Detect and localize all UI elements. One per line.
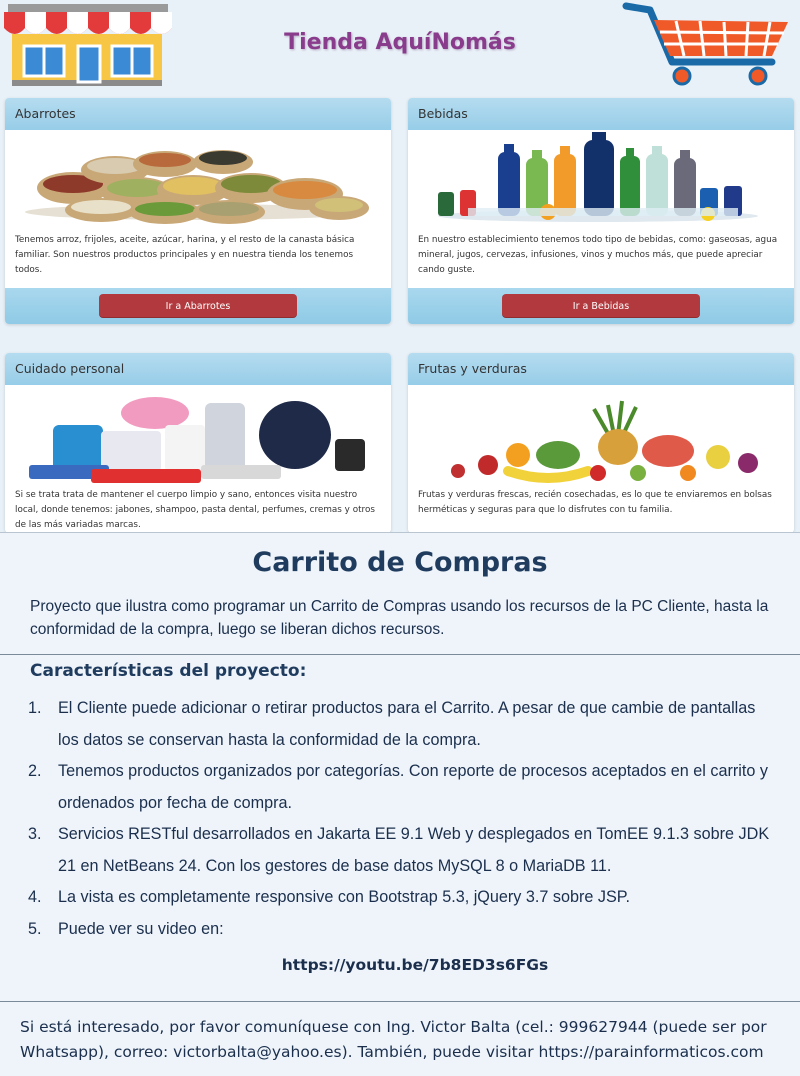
card-footer	[408, 288, 794, 324]
divider	[0, 1001, 800, 1002]
card-title: Bebidas	[408, 98, 794, 130]
card-footer	[5, 288, 391, 324]
grains-sacks-image	[5, 130, 391, 230]
go-abarrotes-button[interactable]: Ir a Abarrotes	[99, 294, 297, 318]
list-number: 2.	[28, 762, 42, 780]
contact-info: Si está interesado, por favor comuníquese con Ing. Victor Balta (cel.: 999627944 (puede ser por Whatsapp), correo: victorbalta@yahoo.es). También, puede visitar https://parainformaticos.com	[20, 1018, 767, 1061]
card-description: Si se trata trata de mantener el cuerpo limpio y sano, entonces visita nuestro local, donde tenemos: jabones, shampoo, pasta dental, perfumes, cremas y otros de las más variadas marcas.	[15, 490, 375, 530]
list-item	[28, 819, 776, 882]
go-bebidas-button[interactable]: Ir a Bebidas	[502, 294, 700, 318]
list-text: Puede ver su video en:	[58, 919, 224, 938]
list-number: 4.	[28, 888, 42, 906]
list-number: 5.	[28, 919, 42, 938]
card-description: En nuestro establecimiento tenemos todo tipo de bebidas, como: gaseosas, agua mineral, jugos, cervezas, infusiones, vinos y muchos más, que puede apreciar cando guste.	[418, 235, 778, 275]
card-title: Abarrotes	[5, 98, 391, 130]
video-link[interactable]: https://youtu.be/7b8ED3s6FGs	[281, 956, 549, 974]
list-item	[28, 914, 776, 946]
features-list	[28, 693, 776, 945]
list-item	[28, 756, 776, 819]
list-number: 3.	[28, 825, 42, 843]
list-text: Tenemos productos organizados por categorías. Con reporte de procesos aceptados en el carrito y ordenados por fecha de compra.	[58, 762, 768, 812]
fruits-vegetables-image	[408, 385, 794, 485]
divider	[0, 654, 800, 655]
personal-care-products-image	[5, 385, 391, 485]
category-card-frutas-verduras	[408, 353, 794, 533]
category-card-abarrotes	[5, 98, 391, 324]
category-card-cuidado-personal	[5, 353, 391, 533]
list-text: Servicios RESTful desarrollados en Jakarta EE 9.1 Web y desplegados en TomEE 9.1.3 sobre JDK 21 en NetBeans 24. Con los gestores de base datos MySQL 8 o MariaDB 11.	[58, 825, 770, 875]
list-number: 1.	[28, 699, 42, 717]
list-item	[28, 882, 776, 914]
card-description: Tenemos arroz, frijoles, aceite, azúcar, harina, y el resto de la canasta básica familiar. Son nuestros productos principales y en nuestra tienda los tenemos todos.	[15, 235, 355, 275]
list-item	[28, 693, 776, 756]
shopping-cart-icon	[622, 0, 794, 88]
features-title: Características del proyecto:	[30, 661, 307, 681]
project-info-panel	[0, 532, 800, 1076]
list-text: El Cliente puede adicionar o retirar productos para el Carrito. A pesar de que cambie de pantallas los datos se conservan hasta la conformidad de la compra.	[58, 699, 756, 749]
category-card-bebidas	[408, 98, 794, 324]
project-title: Carrito de Compras	[252, 547, 548, 578]
store-title: Tienda AquíNomás	[284, 30, 516, 55]
drink-bottles-image	[408, 130, 794, 230]
card-description: Frutas y verduras frescas, recién cosechadas, es lo que te enviaremos en bolsas herméticas y seguras para que lo disfrutes con tu familia.	[418, 490, 772, 515]
project-intro: Proyecto que ilustra como programar un Carrito de Compras usando los recursos de la PC Cliente, hasta la conformidad de la compra, luego se liberan dichos recursos.	[30, 598, 769, 638]
card-title: Frutas y verduras	[408, 353, 794, 385]
card-title: Cuidado personal	[5, 353, 391, 385]
site-header	[0, 0, 800, 92]
list-text: La vista es completamente responsive con Bootstrap 5.3, jQuery 3.7 sobre JSP.	[58, 888, 630, 906]
